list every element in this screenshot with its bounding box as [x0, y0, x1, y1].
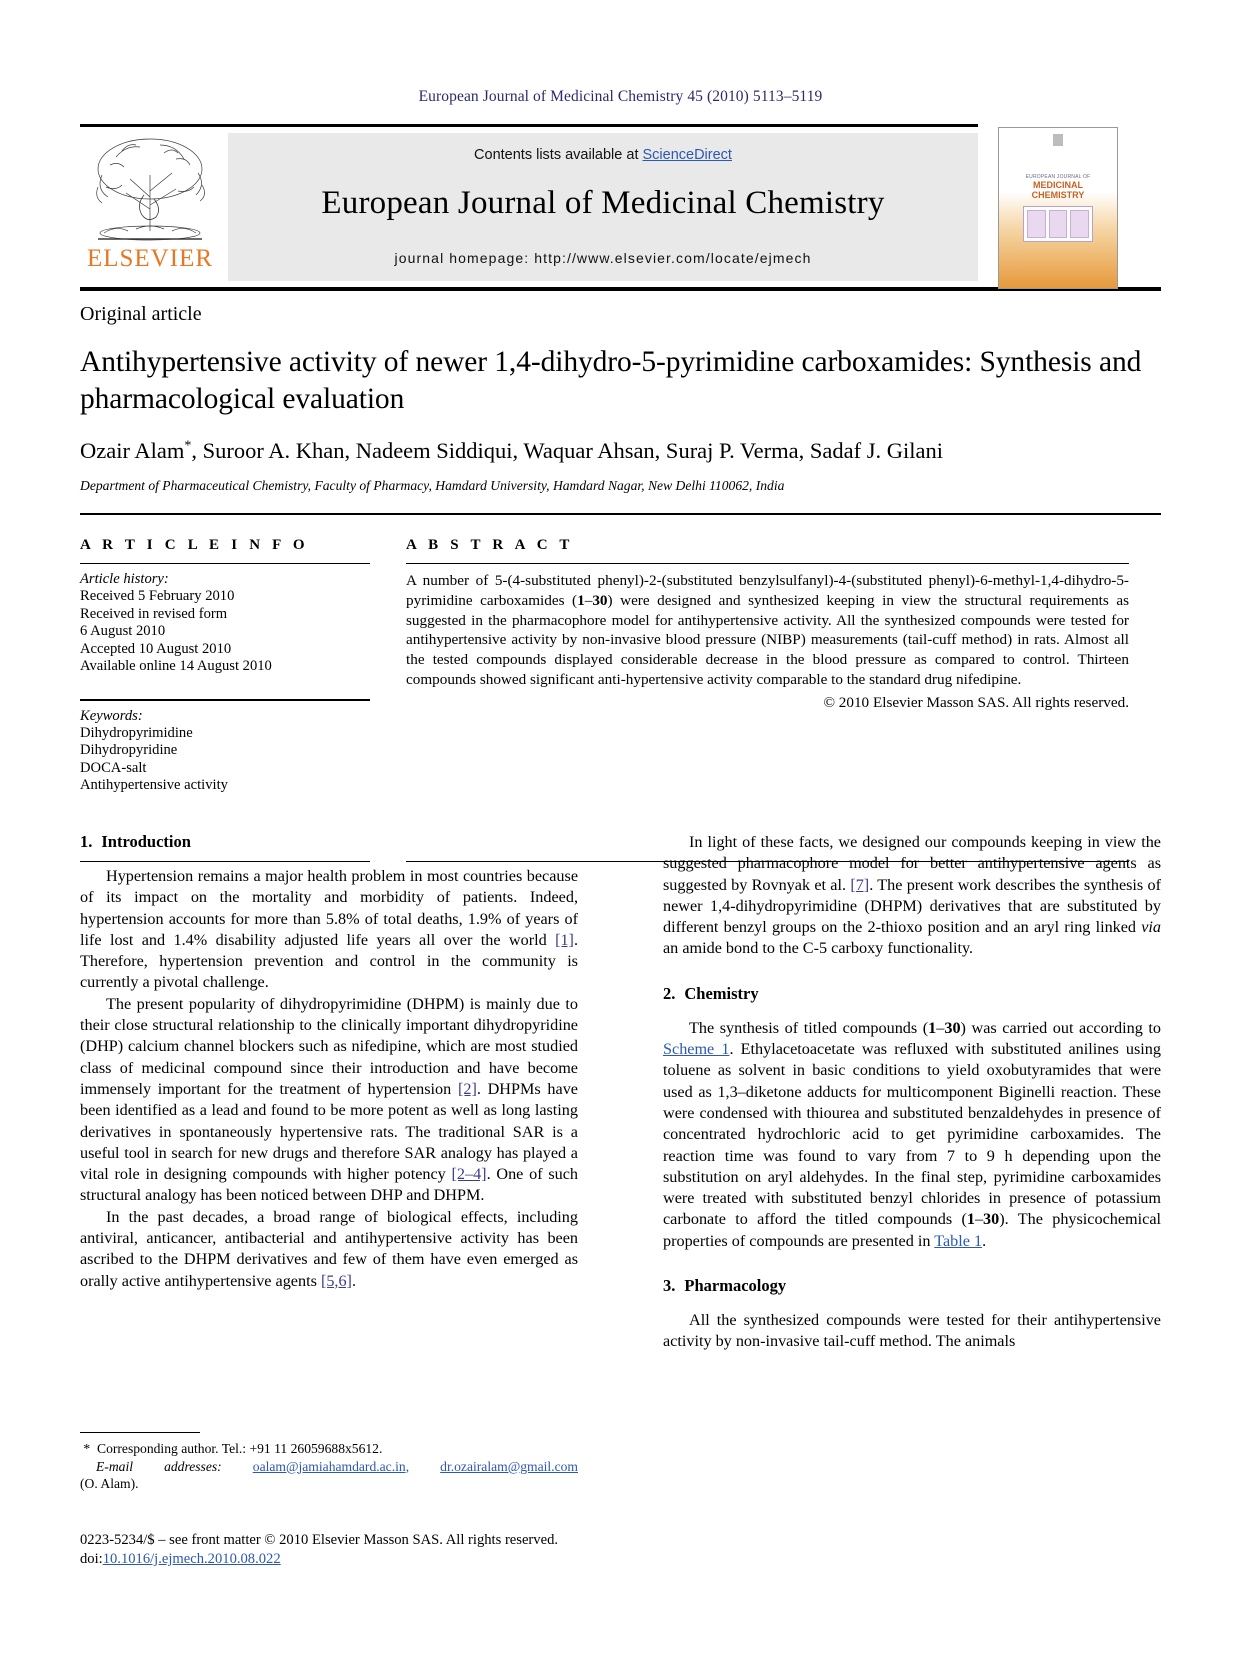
article-type-label: Original article [80, 303, 202, 325]
article-history-label: Article history: [80, 571, 169, 587]
history-item: Received 5 February 2010 [80, 588, 235, 604]
section-number: 1. [80, 832, 93, 851]
page-title: Antihypertensive activity of newer 1,4-dihydro-5-pyrimidine carboxamides: Synthesis and pharmacological evaluation [80, 346, 1142, 415]
history-item: Accepted 10 August 2010 [80, 640, 232, 657]
history-item: Available online 14 August 2010 [80, 658, 272, 674]
sciencedirect-link[interactable]: ScienceDirect [642, 147, 732, 163]
citation-link-2-4[interactable]: [2–4] [451, 1165, 487, 1184]
abstract-column [406, 537, 1129, 795]
intro-paragraph-3 [80, 1207, 578, 1292]
affiliation: Department of Pharmaceutical Chemistry, Faculty of Pharmacy, Hamdard University, Hamdard Nagar, New Delhi 110062, India [80, 478, 785, 493]
author-first: Ozair Alam [80, 438, 185, 463]
p1-a: Hypertension remains a major health problem in most countries because of its impact on the mortality and morbidity of patients. Indeed, hypertension accounts for more than 5.8% of total deaths, 1.9% of years of life lost and 1.4% disability adjusted life years all over the world [80, 867, 578, 949]
cover-line-2: MEDICINAL [1033, 180, 1083, 190]
masthead-banner [228, 133, 978, 281]
history-item: 6 August 2010 [80, 623, 166, 639]
body-content [80, 832, 1161, 1353]
journal-masthead [80, 124, 1161, 291]
article-info-column [80, 537, 370, 795]
article-info-heading: A R T I C L E I N F O [80, 537, 309, 553]
cover-line-3: CHEMISTRY [1031, 190, 1085, 200]
table-1-link[interactable]: Table 1 [934, 1231, 983, 1250]
citation-link-2[interactable]: [2] [457, 1079, 477, 1098]
abstract-part-1: A number of 5-(4-substituted phenyl)-2-(substituted benzylsulfanyl)-4-(substituted phenyl)-6-methyl-1,4-dihydro-5-pyrimidine carboxamides ( [406, 572, 1129, 609]
history-item: Received in revised form [80, 605, 228, 622]
contents-prefix: Contents lists available at [474, 147, 643, 163]
footnote-corresponding-text: Corresponding author. Tel.: +91 11 26059688x5612. [97, 1441, 383, 1456]
ch-c: . Ethylacetoacetate was refluxed with substituted anilines using toluene as solvent in basic conditions to yield oxobutyramides that were used as 1,3–diketone adducts for multicomponent Biginelli reaction. These were condensed with thiourea and substituted benzaldehydes in presence of concentrated hydrochloric acid to get pyrimidine carboxamides. The reaction time was found to vary from 7 to 9 h depending upon the substitution on aryl aldehydes. In the final step, pyrimidine carboxamides were treated with substituted benzyl chlorides in presence of potassium carbonate to afford the titled compounds ( [663, 1040, 1161, 1229]
abstract-rule [406, 563, 1129, 564]
author-list [80, 438, 1161, 464]
keywords-block [80, 699, 370, 795]
keyword-item: DOCA-salt [80, 759, 147, 776]
footnote-star: * [83, 1441, 91, 1456]
footnote-corresponding-line [80, 1440, 578, 1458]
email-link-2[interactable]: dr.ozairalam@gmail.com [440, 1458, 578, 1474]
journal-homepage-line[interactable]: journal homepage: http://www.elsevier.com/locate/ejmech [394, 250, 812, 266]
addresses-label: addresses: [164, 1458, 222, 1474]
compound-range2-dash: – [974, 1210, 984, 1229]
section-title: Pharmacology [684, 1276, 787, 1296]
ch-d: ). The physicochemical properties of compounds are presented in [663, 1210, 1161, 1250]
heading-introduction [80, 832, 578, 852]
abstract-part-2: ) were designed and synthesized keeping in view the structural requirements as suggested in the pharmacophore model for antihypertensive activity. All the synthesized compounds were tested for antihypertensive activity by non-invasive blood pressure (NIBP) measurements (tail-cuff method) in rats. Almost all the tested compounds displayed considerable decrease in the blood pressure as compared to control. Thirteen compounds showed significant anti-hypertensive activity comparable to the standard drug nifedipine. [406, 591, 1130, 688]
cover-line-1: EUROPEAN JOURNAL OF [1025, 174, 1091, 180]
intro-paragraph-1 [80, 866, 578, 994]
abstract-heading: A B S T R A C T [406, 537, 574, 553]
citation-link-5-6[interactable]: [5,6] [320, 1271, 352, 1290]
cover-bar [1027, 210, 1046, 238]
left-column [80, 832, 578, 1353]
ch-b: ) was carried out according to [960, 1018, 1161, 1037]
corresponding-author-footnote [80, 1432, 578, 1493]
title-block [80, 303, 1161, 494]
scheme-1-link[interactable]: Scheme 1 [663, 1040, 730, 1059]
heading-chemistry [663, 984, 1161, 1004]
p2-c: . One of such structural analogy has been noticed between DHP and DHPM. [80, 1165, 579, 1205]
compound-range-dash: – [936, 1018, 945, 1037]
journal-cover-thumbnail [998, 127, 1118, 289]
intro-paragraph-2 [80, 994, 578, 1207]
abstract-text [406, 571, 1129, 690]
p3-b: . [351, 1271, 356, 1290]
ri-c: an amide bond to the C-5 carboxy functionality. [663, 939, 974, 958]
compound-range-dash: – [584, 591, 593, 609]
heading-pharmacology [663, 1276, 1161, 1296]
ch-a: The synthesis of titled compounds ( [689, 1018, 929, 1037]
p1-b: . Therefore, hypertension prevention and control in the community is currently a pivotal challenge. [80, 930, 578, 992]
footer-doi-block [80, 1531, 640, 1569]
citation-link-1[interactable]: [1] [555, 930, 574, 949]
ri-a: In light of these facts, we designed our compounds keeping in view the suggested pharmacophore model for better antihypertensive agents as suggested by Rovnyak et al. [663, 833, 1161, 894]
elsevier-tree-icon [86, 135, 214, 247]
footnote-email-line [80, 1458, 578, 1476]
contents-available-line [228, 133, 978, 163]
compound-range-end: 30 [944, 1018, 961, 1037]
compound-range-start: 1 [928, 1018, 937, 1037]
doi-line [80, 1550, 640, 1569]
doi-label: doi: [80, 1551, 103, 1567]
email-link-1[interactable]: oalam@jamiahamdard.ac.in, [252, 1458, 410, 1474]
journal-title: European Journal of Medicinal Chemistry [321, 185, 885, 221]
pharmacology-paragraph: All the synthesized compounds were tested for their antihypertensive activity by non-invasive tail-cuff method. The animals [663, 1311, 1161, 1351]
info-abstract-top-rule [80, 513, 1161, 515]
email-label: E-mail [96, 1458, 133, 1474]
keywords-rule [80, 699, 370, 701]
keyword-item: Antihypertensive activity [80, 777, 228, 793]
section-title: Introduction [101, 832, 191, 851]
corresponding-author-marker: * [184, 438, 192, 454]
keyword-item: Dihydropyrimidine [80, 724, 193, 741]
footnote-email-owner: (O. Alam). [80, 1476, 139, 1491]
right-intro-paragraph [663, 832, 1161, 960]
right-column [663, 832, 1161, 1353]
cover-top-icon [1053, 134, 1063, 146]
doi-link[interactable]: 10.1016/j.ejmech.2010.08.022 [102, 1551, 281, 1567]
issn-copyright-line: 0223-5234/$ – see front matter © 2010 Elsevier Masson SAS. All rights reserved. [80, 1532, 559, 1548]
elsevier-wordmark: ELSEVIER [86, 245, 214, 272]
footnote-rule [80, 1432, 200, 1433]
section-title: Chemistry [684, 983, 759, 1003]
p2-b: . DHPMs have been identified as a lead and found to be more potent as well as long lasting derivatives in spontaneously hypertensive rats. The traditional SAR is a useful tool in search for new drugs and therefore SAR analogy has played a vital role in designing compounds with higher potency [80, 1079, 578, 1184]
elsevier-logo [80, 135, 220, 285]
cover-figure-box [1023, 206, 1093, 242]
p2-a: The present popularity of dihydropyrimidine (DHPM) is mainly due to their close structural relationship to the clinically important dihydropyridine (DHP) calcium channel blockers such as nifedipine, which are most studied class of medicinal compound since their introduction and have become immensely important for the treatment of hypertension [80, 994, 578, 1098]
keyword-item: Dihydropyridine [80, 742, 178, 758]
via-italic: via [1141, 918, 1161, 937]
keywords-label: Keywords: [80, 707, 143, 724]
ri-b: . The present work describes the synthesis of newer 1,4-dihydropyrimidine (DHPM) derivatives that are substituted by different benzyl groups on the 2-thioxo position and an aryl ring linked [663, 875, 1161, 937]
ch-e: . [982, 1231, 987, 1250]
compound-range2-end: 30 [983, 1210, 1000, 1229]
citation-link-7[interactable]: [7] [850, 875, 870, 894]
chemistry-paragraph [663, 1018, 1161, 1252]
cover-bar [1049, 210, 1068, 238]
p3-a: In the past decades, a broad range of biological effects, including antiviral, anticancer, antibacterial and antihypertensive activity has been ascribed to the DHPM derivatives and few of them have even emerged as orally active antihypertensive agents [80, 1207, 578, 1290]
compound-range-end: 30 [592, 591, 608, 609]
compound-range-start: 1 [577, 591, 585, 609]
abstract-copyright: © 2010 Elsevier Masson SAS. All rights reserved. [823, 693, 1129, 711]
cover-bar [1070, 210, 1089, 238]
section-number: 3. [663, 1276, 676, 1296]
article-info-rule [80, 563, 370, 564]
compound-range2-start: 1 [966, 1210, 975, 1229]
info-abstract-section [80, 513, 1161, 862]
author-rest: , Suroor A. Khan, Nadeem Siddiqui, Waquar Ahsan, Suraj P. Verma, Sadaf J. Gilani [191, 438, 943, 463]
section-number: 2. [663, 983, 676, 1003]
running-head: European Journal of Medicinal Chemistry 45 (2010) 5113–5119 [418, 88, 823, 105]
